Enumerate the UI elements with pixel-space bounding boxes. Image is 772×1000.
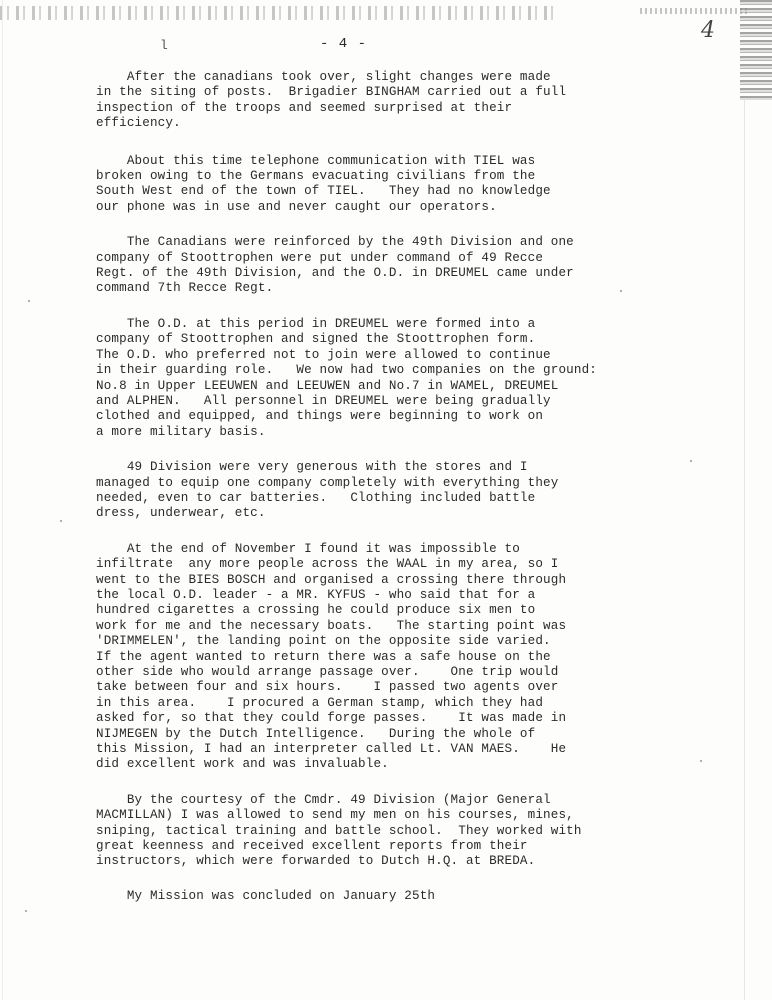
text-line: broken owing to the Germans evacuating civilians from the <box>96 169 536 184</box>
text-line: our phone was in use and never caught our operators. <box>96 199 497 214</box>
text-line: in this area. I procured a German stamp, which they had <box>96 695 544 710</box>
page-number: - 4 - <box>320 36 368 52</box>
text-line: No.8 in Upper LEEUWEN and LEEUWEN and No.7 in WAMEL, DREUMEL <box>96 378 559 393</box>
text-line: The O.D. who preferred not to join were allowed to continue <box>96 347 551 362</box>
paragraph <box>96 460 736 522</box>
scan-edge-left-line <box>2 0 3 1000</box>
text-line: About this time telephone communication with TIEL was <box>96 153 536 168</box>
text-line: did excellent work and was invaluable. <box>96 757 389 772</box>
text-line: The Canadians were reinforced by the 49th Division and one <box>96 235 574 250</box>
text-line: NIJMEGEN by the Dutch Intelligence. During the whole of <box>96 726 536 741</box>
folio-number: 4 <box>701 18 715 43</box>
text-line: work for me and the necessary boats. The starting point was <box>96 618 567 633</box>
text-line: At the end of November I found it was impossible to <box>96 541 520 556</box>
paragraph <box>96 793 736 870</box>
text-line: efficiency. <box>96 116 181 131</box>
text-line: the local O.D. leader - a MR. KYFUS - who said that for a <box>96 587 536 602</box>
paragraph <box>96 317 736 440</box>
text-line: and ALPHEN. All personnel in DREUMEL were being gradually <box>96 393 551 408</box>
scan-edge-right <box>740 0 772 100</box>
text-line: If the agent wanted to return there was a safe house on the <box>96 649 551 664</box>
paragraph <box>96 889 736 904</box>
margin-mark: l <box>160 38 168 53</box>
text-line: South West end of the town of TIEL. They had no knowledge <box>96 184 551 199</box>
text-line: managed to equip one company completely with everything they <box>96 475 559 490</box>
text-line: this Mission, I had an interpreter called Lt. VAN MAES. He <box>96 742 567 757</box>
text-line: By the courtesy of the Cmdr. 49 Division (Major General <box>96 792 551 807</box>
text-line: inspection of the troops and seemed surprised at their <box>96 100 513 115</box>
paragraph <box>96 70 736 132</box>
scan-edge-top <box>0 6 560 20</box>
text-line: MACMILLAN) I was allowed to send my men on his courses, mines, <box>96 808 574 823</box>
text-line: hundred cigarettes a crossing he could produce six men to <box>96 603 536 618</box>
text-line: other side who would arrange passage over. One trip would <box>96 665 559 679</box>
report-body <box>96 70 736 924</box>
text-line: in the siting of posts. Brigadier BINGHAM carried out a full <box>96 85 567 100</box>
scan-edge-top-right <box>640 8 750 14</box>
scan-speck <box>28 300 30 302</box>
text-line: clothed and equipped, and things were beginning to work on <box>96 409 544 424</box>
text-line: 49 Division were very generous with the stores and I <box>96 460 528 475</box>
scan-speck <box>60 520 62 522</box>
scan-speck <box>25 910 27 912</box>
text-line: After the canadians took over, slight changes were made <box>96 70 551 84</box>
text-line: take between four and six hours. I passed two agents over <box>96 680 559 695</box>
text-line: 'DRIMMELEN', the landing point on the opposite side varied. <box>96 634 551 649</box>
paragraph <box>96 154 736 216</box>
text-line: The O.D. at this period in DREUMEL were formed into a <box>96 316 536 331</box>
text-line: infiltrate any more people across the WAAL in my area, so I <box>96 557 559 572</box>
text-line: asked for, so that they could forge passes. It was made in <box>96 711 567 726</box>
scan-edge-right-line <box>744 100 745 1000</box>
text-line: company of Stoottrophen and signed the Stoottrophen form. <box>96 332 536 347</box>
text-line: a more military basis. <box>96 424 266 439</box>
text-line: instructors, which were forwarded to Dutch H.Q. at BREDA. <box>96 854 536 869</box>
paragraph <box>96 542 736 773</box>
paragraph <box>96 235 736 297</box>
text-line: company of Stoottrophen were put under command of 49 Recce <box>96 250 544 265</box>
text-line: needed, even to car batteries. Clothing included battle <box>96 490 536 505</box>
text-line: Regt. of the 49th Division, and the O.D. in DREUMEL came under <box>96 266 574 281</box>
text-line: dress, underwear, etc. <box>96 506 266 521</box>
text-line: command 7th Recce Regt. <box>96 281 274 296</box>
text-line: went to the BIES BOSCH and organised a crossing there through <box>96 572 567 587</box>
text-line: sniping, tactical training and battle school. They worked with <box>96 823 582 838</box>
text-line: My Mission was concluded on January 25th <box>96 888 436 903</box>
text-line: great keenness and received excellent reports from their <box>96 839 528 854</box>
text-line: in their guarding role. We now had two companies on the ground: <box>96 363 597 378</box>
